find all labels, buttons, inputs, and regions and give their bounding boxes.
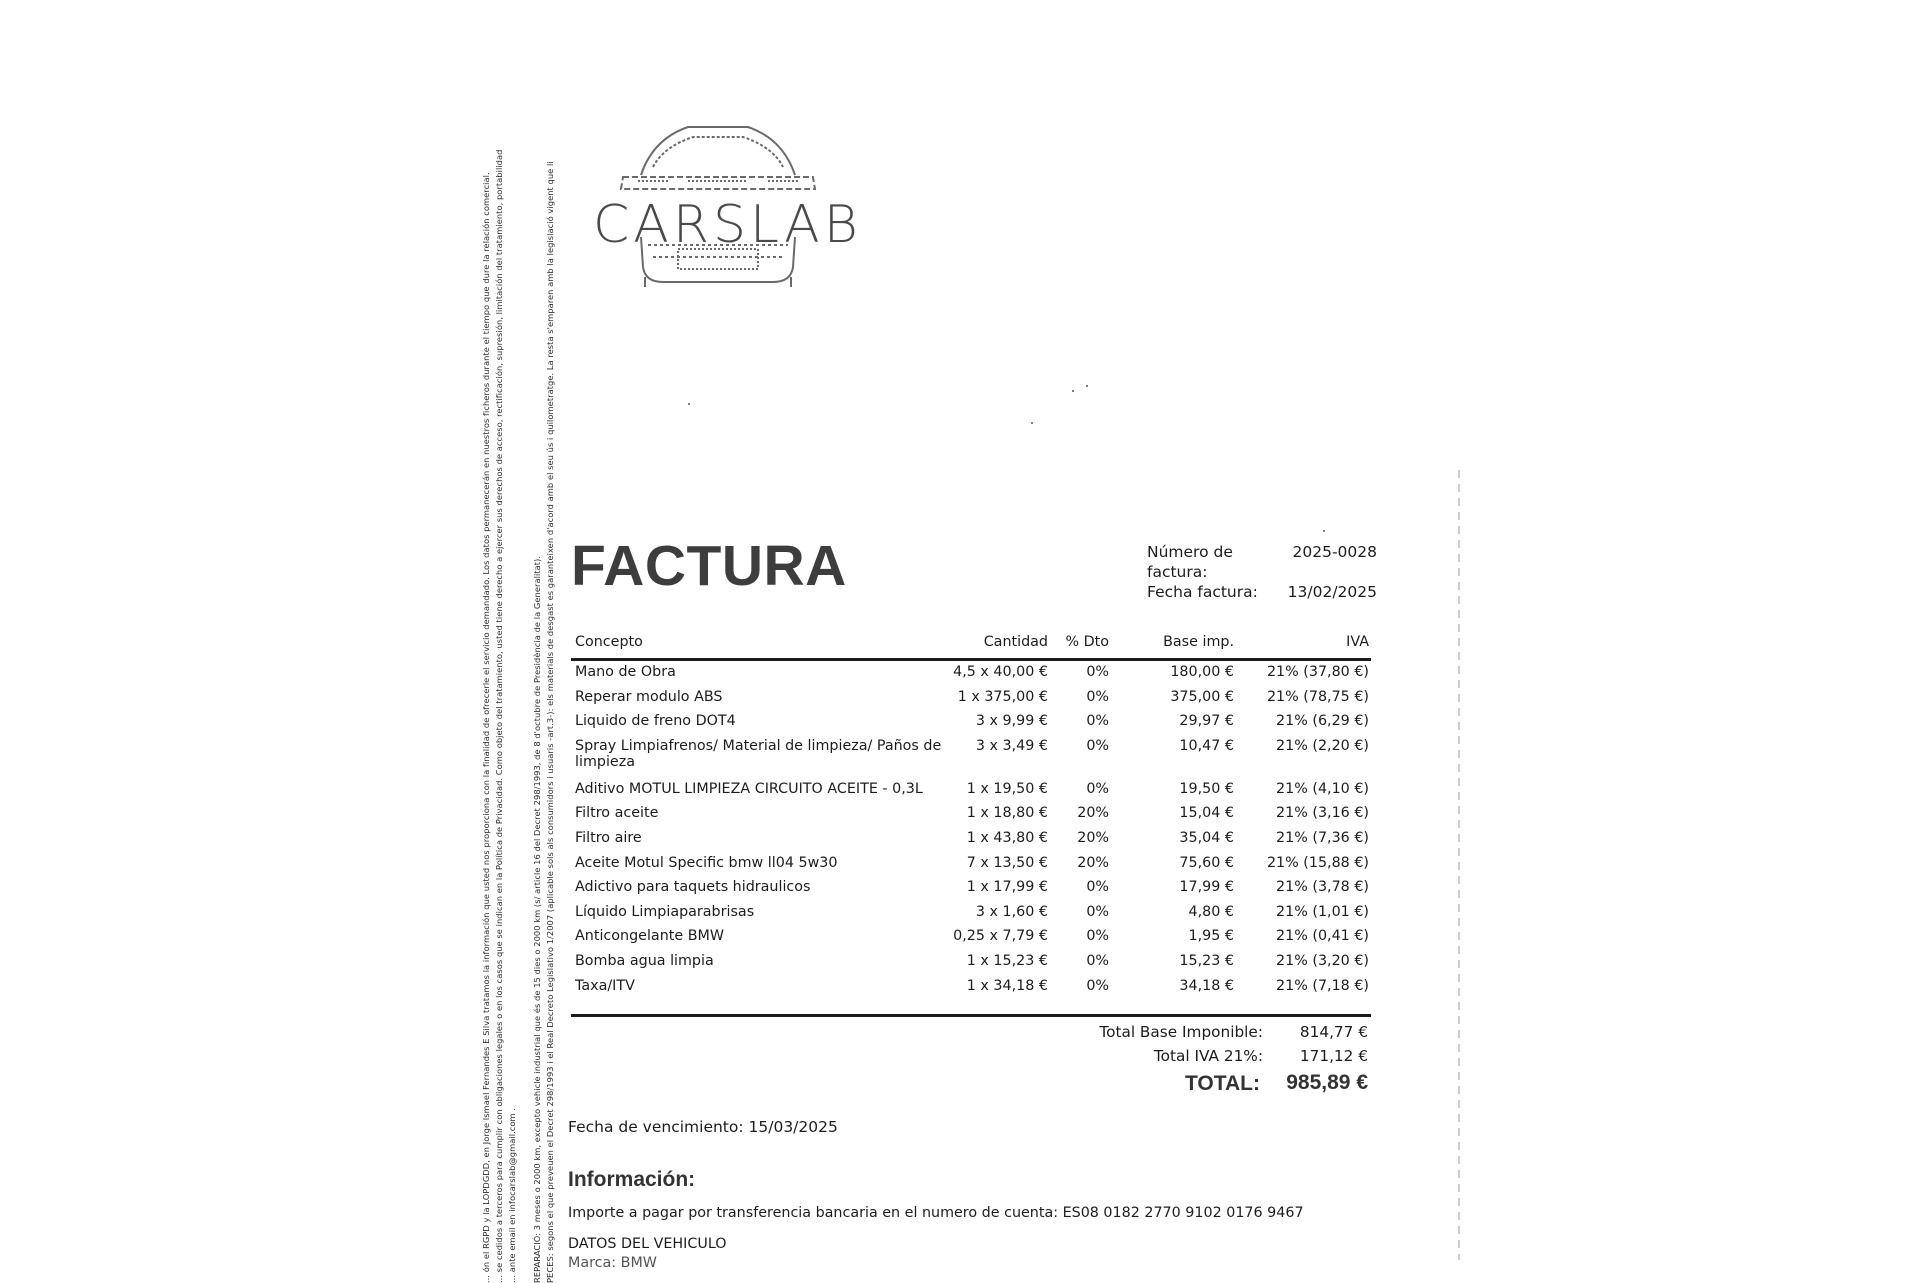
row-iva: 21% (3,20 €)	[1276, 952, 1369, 969]
document-title: FACTURA	[571, 534, 847, 598]
table-rows	[571, 664, 1371, 1002]
invoice-number-value: 2025-0028	[1292, 543, 1377, 561]
vehicle-title: DATOS DEL VEHICULO	[568, 1236, 727, 1252]
row-dto: 0%	[1086, 780, 1109, 797]
total-base-row	[1070, 1023, 1370, 1047]
total-base-value: 814,77 €	[1299, 1023, 1368, 1041]
row-base: 10,47 €	[1179, 737, 1234, 754]
table-row	[571, 738, 1371, 781]
table-row	[571, 978, 1371, 1003]
row-iva: 21% (3,16 €)	[1276, 805, 1369, 822]
table-row	[571, 805, 1371, 830]
row-iva: 21% (0,41 €)	[1276, 928, 1369, 945]
row-concept: Filtro aire	[575, 829, 642, 846]
row-iva: 21% (7,36 €)	[1276, 829, 1369, 846]
row-concept: Líquido Limpiaparabrisas	[575, 903, 755, 920]
total-iva-value: 171,12 €	[1299, 1047, 1368, 1065]
row-qty: 1 x 34,18 €	[966, 977, 1048, 994]
row-concept: Bomba agua limpia	[575, 952, 714, 969]
table-row	[571, 713, 1371, 738]
row-base: 375,00 €	[1170, 688, 1234, 705]
total-base-label: Total Base Imponible:	[1099, 1023, 1263, 1041]
table-row	[571, 689, 1371, 714]
invoice-number-label: Número de factura:	[1147, 543, 1233, 581]
row-iva: 21% (6,29 €)	[1276, 713, 1369, 730]
grand-total-value: 985,89 €	[1286, 1071, 1368, 1094]
header-iva: IVA	[1346, 634, 1369, 650]
total-iva-label: Total IVA 21%:	[1153, 1047, 1263, 1065]
row-iva: 21% (3,78 €)	[1276, 879, 1369, 896]
row-qty: 1 x 17,99 €	[966, 879, 1048, 896]
side-note-1: ... ón el RGPD y la LOPDGDD, en Jorge Ismael Fernandes E Silva tratamos la información que usted nos proporciona con la finalidad de ofrecerle el servicio demandado. Los datos permanecerán en nuestros ficheros durante el tiempo que dure la relación comercial.	[481, 172, 491, 1283]
row-iva: 21% (37,80 €)	[1266, 664, 1369, 680]
header-rule	[571, 658, 1371, 661]
row-concept: Adictivo para taquets hidraulicos	[575, 879, 811, 896]
total-iva-row	[1070, 1047, 1370, 1071]
header-dto: % Dto	[1065, 634, 1109, 650]
row-dto: 20%	[1077, 805, 1109, 822]
table-row	[571, 830, 1371, 855]
row-dto: 0%	[1086, 713, 1109, 730]
row-qty: 3 x 1,60 €	[975, 903, 1048, 920]
row-base: 75,60 €	[1179, 854, 1234, 871]
row-qty: 1 x 19,50 €	[966, 780, 1048, 797]
row-dto: 0%	[1086, 879, 1109, 896]
row-concept: Anticongelante BMW	[575, 928, 724, 945]
scan-edge	[1458, 470, 1460, 1260]
row-concept: Filtro aceite	[575, 805, 659, 822]
row-qty: 1 x 18,80 €	[966, 805, 1048, 822]
row-qty: 1 x 43,80 €	[966, 829, 1048, 846]
row-base: 180,00 €	[1170, 664, 1234, 680]
row-base: 17,99 €	[1179, 879, 1234, 896]
header-qty: Cantidad	[983, 634, 1048, 650]
row-concept: Aditivo MOTUL LIMPIEZA CIRCUITO ACEITE - 0,3L	[575, 780, 923, 797]
row-base: 34,18 €	[1179, 977, 1234, 994]
table-row	[571, 781, 1371, 806]
row-dto: 0%	[1086, 903, 1109, 920]
logo-text: CARSLAB	[593, 195, 862, 255]
scan-speck	[1086, 385, 1088, 387]
due-date: Fecha de vencimiento: 15/03/2025	[568, 1118, 838, 1136]
scan-speck	[1072, 390, 1074, 392]
table-row	[571, 664, 1371, 689]
row-qty: 7 x 13,50 €	[966, 854, 1048, 871]
items-table	[571, 634, 1371, 994]
row-dto: 0%	[1086, 737, 1109, 754]
row-dto: 0%	[1086, 952, 1109, 969]
scan-speck	[1323, 530, 1325, 532]
grand-total-label: TOTAL:	[1184, 1072, 1260, 1095]
table-row	[571, 904, 1371, 929]
row-concept: Spray Limpiafrenos/ Material de limpieza/ Paños de limpieza	[575, 737, 942, 770]
row-base: 4,80 €	[1188, 903, 1234, 920]
invoice-meta	[1147, 542, 1377, 602]
row-base: 29,97 €	[1179, 713, 1234, 730]
row-iva: 21% (2,20 €)	[1276, 737, 1369, 754]
row-iva: 21% (7,18 €)	[1276, 977, 1369, 994]
row-concept: Aceite Motul Specific bmw ll04 5w30	[575, 854, 838, 871]
footer-rule	[571, 1014, 1371, 1017]
row-dto: 0%	[1086, 928, 1109, 945]
info-title: Información:	[568, 1168, 696, 1191]
payment-info: Importe a pagar por transferencia bancaria en el numero de cuenta: ES08 0182 2770 9102 0176 9467	[568, 1205, 1304, 1221]
grand-total-row	[1070, 1071, 1370, 1101]
table-row	[571, 953, 1371, 978]
header-concept: Concepto	[575, 634, 643, 650]
row-iva: 21% (4,10 €)	[1276, 780, 1369, 797]
row-iva: 21% (1,01 €)	[1276, 903, 1369, 920]
row-qty: 4,5 x 40,00 €	[953, 664, 1048, 680]
row-iva: 21% (15,88 €)	[1266, 854, 1369, 871]
row-qty: 3 x 9,99 €	[975, 713, 1048, 730]
row-iva: 21% (78,75 €)	[1266, 688, 1369, 705]
row-concept: Taxa/ITV	[575, 977, 635, 994]
side-note-3: ... ante email en infocarslab@gmail.com .	[507, 1107, 517, 1283]
row-dto: 0%	[1086, 688, 1109, 705]
row-base: 35,04 €	[1179, 829, 1234, 846]
row-concept: Mano de Obra	[575, 664, 676, 680]
invoice-date-label: Fecha factura:	[1147, 583, 1258, 601]
table-row	[571, 928, 1371, 953]
row-dto: 20%	[1077, 854, 1109, 871]
side-note-2: ... se cedidos a terceros para cumplir con obligaciones legales o en los casos que se indican en la Política de Privacidad. Como objeto del tratamiento, usted tiene derecho a ejercer sus derechos de acceso, rectificación, supresión, limitación del tratamiento, portabilidad	[494, 149, 504, 1283]
scan-speck	[1031, 422, 1033, 424]
row-base: 15,04 €	[1179, 805, 1234, 822]
table-row	[571, 879, 1371, 904]
company-logo	[593, 117, 862, 292]
header-base: Base imp.	[1163, 634, 1234, 650]
row-concept: Liquido de freno DOT4	[575, 713, 736, 730]
scan-speck	[688, 403, 690, 405]
row-dto: 20%	[1077, 829, 1109, 846]
row-base: 19,50 €	[1179, 780, 1234, 797]
row-dto: 0%	[1086, 664, 1109, 680]
row-concept: Reperar modulo ABS	[575, 688, 723, 705]
totals-block	[1070, 1023, 1370, 1101]
row-qty: 1 x 375,00 €	[957, 688, 1048, 705]
side-note-5: PECES: segons el que preveuen el Decret 298/1993 i el Real Decreto Legislativo 1/2007 (aplicable sols als consumidors i usuaris -art.3-): els materials de desgast es garanteixen d'acord amb el seu ús i quilometratge. La resta s'emparen amb la legislació vigent que li	[545, 161, 555, 1283]
row-dto: 0%	[1086, 977, 1109, 994]
row-base: 1,95 €	[1188, 928, 1234, 945]
invoice-date-row	[1147, 582, 1377, 602]
vehicle-first-line: Marca: BMW	[568, 1255, 657, 1271]
side-note-4: REPARACIÓ: 3 meses o 2000 km, excepto vehicle industrial que és de 15 dies o 2000 km (s/ article 16 del Decret 298/1993, de 8 d'octubre de Presidència de la Generalitat).	[532, 555, 542, 1283]
row-base: 15,23 €	[1179, 952, 1234, 969]
row-qty: 0,25 x 7,79 €	[953, 928, 1048, 945]
table-row	[571, 855, 1371, 880]
row-qty: 1 x 15,23 €	[966, 952, 1048, 969]
table-header	[571, 634, 1371, 656]
invoice-date-value: 13/02/2025	[1287, 583, 1377, 601]
invoice-number-row	[1147, 542, 1377, 582]
row-qty: 3 x 3,49 €	[975, 737, 1048, 754]
